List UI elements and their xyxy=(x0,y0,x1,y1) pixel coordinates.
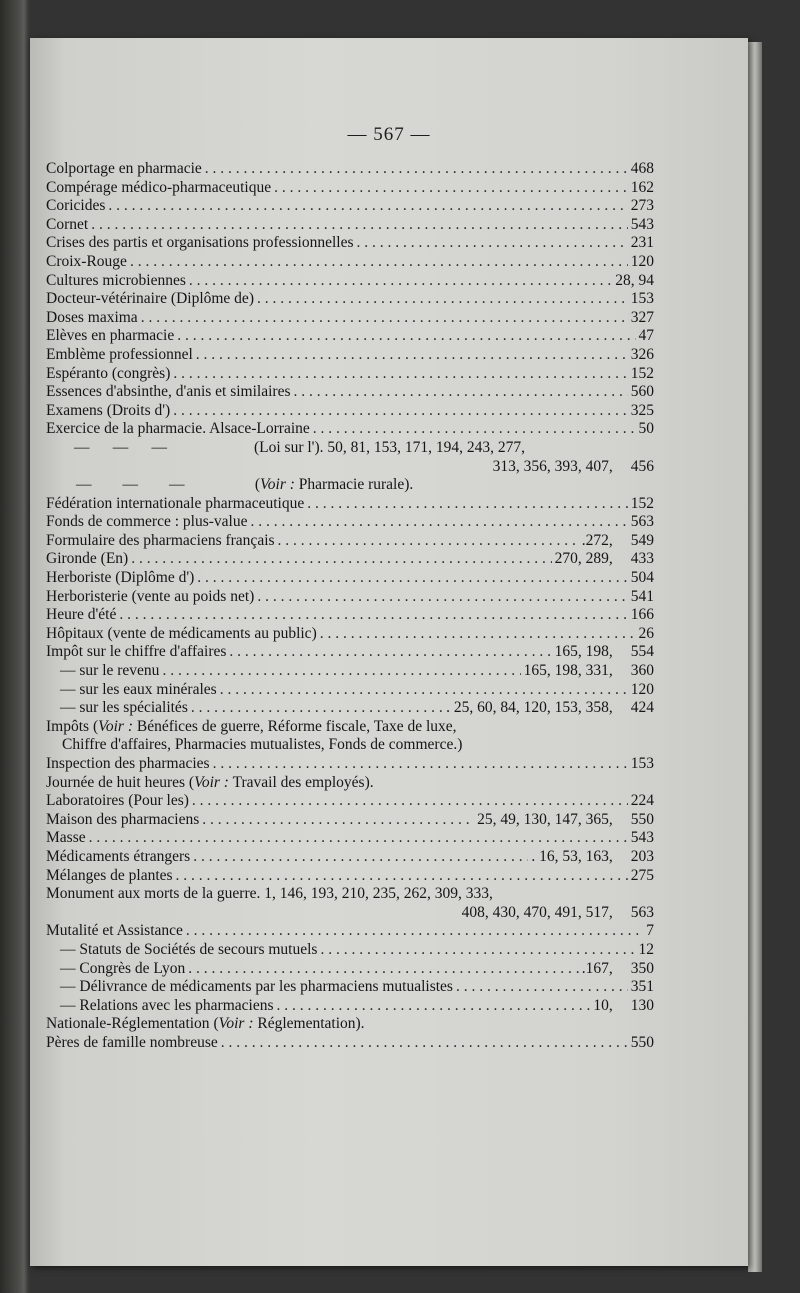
entry-pages: 504 xyxy=(630,569,654,587)
entry-pages: 47 xyxy=(638,327,654,345)
dot-leader xyxy=(188,960,578,979)
dot-leader xyxy=(197,569,627,588)
dot-leader xyxy=(130,253,628,272)
index-entry xyxy=(46,272,654,291)
entry-label: Examens (Droits d') xyxy=(46,401,171,419)
entry-label: Masse xyxy=(46,829,86,847)
index-entry xyxy=(46,234,654,253)
dot-leader xyxy=(456,978,628,997)
entry-pages: 152 xyxy=(630,364,654,382)
dot-leader xyxy=(176,867,628,886)
index-entry xyxy=(46,346,654,365)
index-entry xyxy=(46,309,654,328)
dot-leader xyxy=(278,532,579,551)
entry-label: Exercice de la pharmacie. Alsace-Lorraine xyxy=(46,420,310,438)
dot-leader xyxy=(108,197,627,216)
entry-pages: 7 xyxy=(646,922,654,940)
dot-leader xyxy=(141,309,628,328)
entry-pages: 360 xyxy=(630,662,654,680)
index-entry xyxy=(46,922,654,941)
dot-leader xyxy=(274,179,628,198)
index-entry xyxy=(46,532,654,551)
index-entry xyxy=(46,160,654,179)
index-entry xyxy=(46,495,654,514)
entry-label: Heure d'été xyxy=(46,606,117,624)
entry-pages: 231 xyxy=(630,234,654,252)
entry-label: Doses maxima xyxy=(46,308,138,326)
dot-leader xyxy=(177,327,635,346)
index-entry xyxy=(46,606,654,625)
index-entry xyxy=(46,662,654,681)
index-entry xyxy=(46,513,654,532)
dot-leader xyxy=(250,513,627,532)
entry-pages: 275 xyxy=(630,866,654,884)
see-also-target: Pharmacie rurale). xyxy=(298,476,414,494)
entry-label: Médicaments étrangers xyxy=(46,847,191,865)
see-also-label: Voir : xyxy=(98,717,133,735)
entry-pages: 563 xyxy=(630,903,654,921)
index-entry-continuation xyxy=(46,904,654,923)
index-entry: Nationale-Réglementation (Voir : Réglementation). xyxy=(46,1015,365,1033)
entry-pages-inline: 270, 289, xyxy=(554,550,613,568)
entry-label: Cultures microbiennes xyxy=(46,271,186,289)
entry-pages: 26 xyxy=(638,624,654,642)
entry-label: Inspection des pharmacies xyxy=(46,755,210,772)
entry-label: Mélanges de plantes xyxy=(46,866,173,884)
entry-pages: 120 xyxy=(630,252,654,270)
entry-label: Formulaire des pharmaciens français xyxy=(46,531,275,549)
dot-leader xyxy=(213,755,628,774)
entry-label: Emblème professionnel xyxy=(46,345,193,363)
entry-pages: 543 xyxy=(630,215,654,233)
dot-leader xyxy=(202,811,474,830)
dot-leader xyxy=(192,792,628,811)
entry-pages: 468 xyxy=(630,160,654,177)
dot-leader xyxy=(173,365,627,384)
index-entry xyxy=(46,179,654,198)
index-entry xyxy=(46,327,654,346)
entry-pages: 424 xyxy=(630,699,654,717)
entry-pages: 554 xyxy=(630,643,654,661)
index-entry xyxy=(46,941,654,960)
index-entry xyxy=(46,755,654,774)
entry-pages: 563 xyxy=(630,513,654,531)
index-entry xyxy=(46,829,654,848)
index-entry xyxy=(46,978,654,997)
entry-label: Impôt sur le chiffre d'affaires xyxy=(46,643,227,661)
entry-label: Docteur-vétérinaire (Diplôme de) xyxy=(46,290,254,308)
entry-pages-inline: . 16, 53, 163, xyxy=(531,847,613,865)
entry-label: Gironde (En) xyxy=(46,550,129,568)
index-entry xyxy=(46,420,654,439)
entry-pages-inline: 10, xyxy=(593,996,613,1014)
entry-pages: 130 xyxy=(630,996,654,1014)
dot-leader xyxy=(257,290,628,309)
entry-pages: 549 xyxy=(630,531,654,549)
index-entry xyxy=(46,643,654,662)
entry-pages: 550 xyxy=(630,810,654,828)
dot-leader xyxy=(205,160,628,179)
dot-leader xyxy=(229,643,551,662)
entry-pages: 166 xyxy=(630,606,654,624)
index-entry xyxy=(46,792,654,811)
entry-pages: 550 xyxy=(630,1033,654,1051)
entry-label: Mutalité et Assistance xyxy=(46,922,183,940)
entry-pages-inline: 165, 198, 331, xyxy=(523,662,613,680)
dot-leader xyxy=(196,346,628,365)
dot-leader xyxy=(191,699,443,718)
index-entry: Impôts (Voir : Bénéfices de guerre, Réforme fiscale, Taxe de luxe, xyxy=(46,717,457,735)
see-also-label: Voir : xyxy=(194,773,229,791)
entry-pages: 153 xyxy=(630,290,654,308)
entry-pages: 325 xyxy=(630,401,654,419)
entry-label: — Congrès de Lyon xyxy=(60,959,186,977)
dot-leader xyxy=(307,495,628,514)
index-entry: — — — (Voir : Pharmacie rurale). xyxy=(46,476,654,495)
entry-label: — sur les eaux minérales xyxy=(60,680,217,698)
see-also-target: Bénéfices de guerre, Réforme fiscale, Taxe de luxe, xyxy=(136,717,457,735)
entry-pages-inline: 165, 198, xyxy=(554,643,613,661)
dot-leader xyxy=(320,941,635,960)
entry-label: Herboristerie (vente au poids net) xyxy=(46,587,255,605)
entry-pages-inline: .272, xyxy=(581,531,613,549)
see-also-target: Réglementation). xyxy=(257,1015,365,1033)
entry-label: Cornet xyxy=(46,215,89,233)
entry-label: Pères de famille nombreuse xyxy=(46,1033,218,1051)
index-entry xyxy=(46,550,654,569)
dot-leader xyxy=(294,383,628,402)
dot-leader xyxy=(131,550,551,569)
entry-label: Crises des partis et organisations professionnelles xyxy=(46,234,354,252)
entry-pages: 152 xyxy=(630,494,654,512)
entry-pages: 162 xyxy=(630,178,654,196)
page-number: — 567 — xyxy=(347,124,431,145)
entry-label: Herboriste (Diplôme d') xyxy=(46,569,195,587)
ditto-dashes: — — — xyxy=(76,476,185,494)
entry-pages: 50 xyxy=(638,420,654,438)
entry-label: Impôts xyxy=(46,717,90,735)
entry-label: Compérage médico-pharmaceutique xyxy=(46,178,272,196)
index-entry xyxy=(46,216,654,235)
entry-pages: 433 xyxy=(630,550,654,568)
index-list xyxy=(46,160,654,1053)
dot-leader xyxy=(221,1034,628,1053)
entry-label: — Relations avec les pharmaciens xyxy=(60,996,274,1014)
entry-label: Fédération internationale pharmaceutique xyxy=(46,494,305,512)
entry-pages: 456 xyxy=(630,457,654,475)
index-entry xyxy=(46,365,654,384)
entry-label: Laboratoires (Pour les) xyxy=(46,792,189,810)
dot-leader xyxy=(276,997,590,1016)
dot-leader xyxy=(189,272,612,291)
index-entry xyxy=(46,197,654,216)
entry-label: Espéranto (congrès) xyxy=(46,364,171,382)
index-entry xyxy=(46,439,654,458)
index-entry xyxy=(46,625,654,644)
entry-label: Journée de huit heures xyxy=(46,773,186,791)
entry-pages: 203 xyxy=(630,847,654,865)
dot-leader xyxy=(257,588,627,607)
index-entry xyxy=(46,569,654,588)
dot-leader xyxy=(193,848,528,867)
index-entry xyxy=(46,867,654,886)
entry-label: Coricides xyxy=(46,197,106,215)
dot-leader xyxy=(119,606,627,625)
ditto-dashes: — — — xyxy=(74,438,167,456)
index-entry xyxy=(46,253,654,272)
entry-label: (Loi sur l'). 50, 81, 153, 171, 194, 243, 277, xyxy=(254,438,526,456)
entry-label: — Délivrance de médicaments par les pharmaciens mutualistes xyxy=(60,978,453,996)
dot-leader xyxy=(89,829,628,848)
entry-label: Hôpitaux (vente de médicaments au public) xyxy=(46,624,317,642)
entry-pages: 153 xyxy=(630,755,654,772)
index-entry xyxy=(46,699,654,718)
entry-label: Monument aux morts de la guerre. 1, 146, 193, 210, 235, 262, 309, 333, xyxy=(46,885,493,903)
page-edge xyxy=(748,42,762,1272)
entry-label: Fonds de commerce : plus-value xyxy=(46,513,248,531)
entry-label: — Statuts de Sociétés de secours mutuels xyxy=(60,940,318,958)
entry-pages: 12 xyxy=(638,940,654,958)
book-page xyxy=(30,38,748,1266)
entry-label: Essences d'absinthe, d'anis et similaires xyxy=(46,383,291,401)
entry-pages-inline: 25, 49, 130, 147, 365, xyxy=(477,810,613,828)
dot-leader xyxy=(357,234,628,253)
dot-leader xyxy=(162,662,520,681)
entry-pages: 350 xyxy=(630,959,654,977)
entry-pages-inline: .167, xyxy=(581,959,613,977)
entry-pages: 28, 94 xyxy=(615,271,654,289)
entry-pages: 326 xyxy=(630,345,654,363)
dot-leader xyxy=(173,402,628,421)
dot-leader xyxy=(220,681,628,700)
entry-label: Elèves en pharmacie xyxy=(46,327,175,345)
see-also-label: Voir : xyxy=(218,1015,254,1033)
entry-pages-inline: . 25, 60, 84, 120, 153, 358, xyxy=(446,699,613,717)
entry-label: Colportage en pharmacie xyxy=(46,160,202,177)
see-also-label: Voir : xyxy=(260,476,295,494)
dot-leader xyxy=(320,625,636,644)
index-entry xyxy=(46,588,654,607)
dot-leader xyxy=(186,922,643,941)
index-entry xyxy=(46,997,654,1016)
entry-pages: 327 xyxy=(630,308,654,326)
index-entry xyxy=(46,811,654,830)
dot-leader xyxy=(313,420,636,439)
entry-pages: 351 xyxy=(630,978,654,996)
entry-pages: 273 xyxy=(630,197,654,215)
entry-pages: 224 xyxy=(630,792,654,810)
entry-label: — sur le revenu xyxy=(60,662,160,680)
entry-pages: 560 xyxy=(630,383,654,401)
index-entry-continuation xyxy=(46,736,654,755)
index-entry xyxy=(46,885,654,904)
entry-label: Nationale-Réglementation xyxy=(46,1015,210,1033)
entry-pages: 541 xyxy=(630,587,654,605)
entry-pages-continuation: 408, 430, 470, 491, 517, xyxy=(461,903,613,921)
index-entry xyxy=(46,681,654,700)
entry-pages: 543 xyxy=(630,829,654,847)
dot-leader xyxy=(91,216,628,235)
see-also-target: Travail des employés). xyxy=(232,773,374,791)
index-entry xyxy=(46,402,654,421)
index-entry: Journée de huit heures (Voir : Travail des employés). xyxy=(46,773,374,791)
entry-label: — sur les spécialités xyxy=(60,699,188,717)
entry-label: Maison des pharmaciens xyxy=(46,810,200,828)
index-entry xyxy=(46,383,654,402)
index-entry xyxy=(46,1034,654,1053)
entry-label: Croix-Rouge xyxy=(46,252,127,270)
entry-pages-continuation: 313, 356, 393, 407, xyxy=(492,457,613,475)
index-entry xyxy=(46,290,654,309)
see-also-continuation: Chiffre d'affaires, Pharmacies mutualistes, Fonds de commerce.) xyxy=(62,736,463,754)
index-entry xyxy=(46,960,654,979)
index-entry-continuation xyxy=(46,458,654,477)
entry-pages: 120 xyxy=(630,680,654,698)
index-entry xyxy=(46,848,654,867)
